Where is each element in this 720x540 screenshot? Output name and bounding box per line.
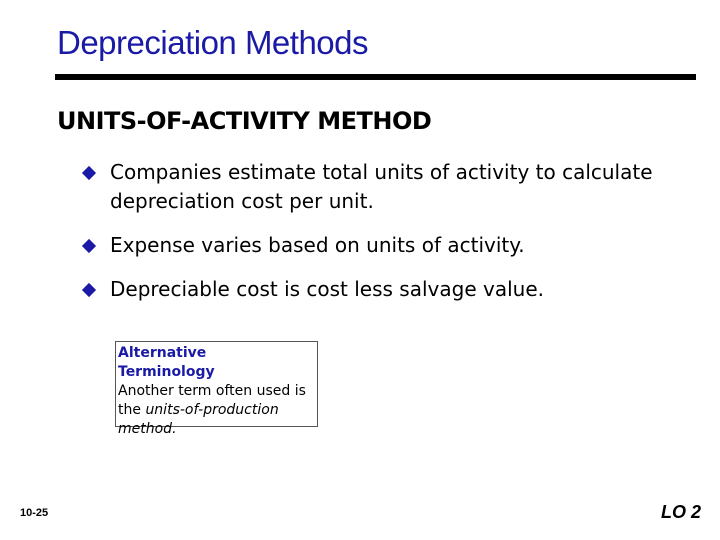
slide-title: Depreciation Methods [57,24,369,61]
bullet-item [84,275,704,304]
diamond-bullet-icon [82,283,96,297]
note-heading-line-2: Terminology [118,364,215,380]
note-body [118,382,318,439]
bullet-item [84,231,704,260]
alternative-terminology-note [118,344,318,439]
bullet-text: Companies estimate total units of activity to calculate depreciation cost per unit. [110,160,653,213]
section-heading: UNITS-OF-ACTIVITY METHOD [57,107,432,135]
bullet-list [84,158,704,304]
note-body-suffix: method. [118,421,177,437]
title-divider [55,74,696,80]
slide-number: 10-25 [20,507,49,519]
diamond-bullet-icon [82,166,96,180]
learning-objective-label: LO 2 [660,502,701,522]
bullet-text: Expense varies based on units of activity. [110,233,525,257]
note-term: units-of-production [145,402,279,418]
note-heading-line-1: Alternative [118,345,207,361]
note-body-prefix: Another term often used is the [118,383,306,418]
bullet-text: Depreciable cost is cost less salvage value. [110,277,544,301]
diamond-bullet-icon [82,239,96,253]
bullet-item [84,158,704,216]
